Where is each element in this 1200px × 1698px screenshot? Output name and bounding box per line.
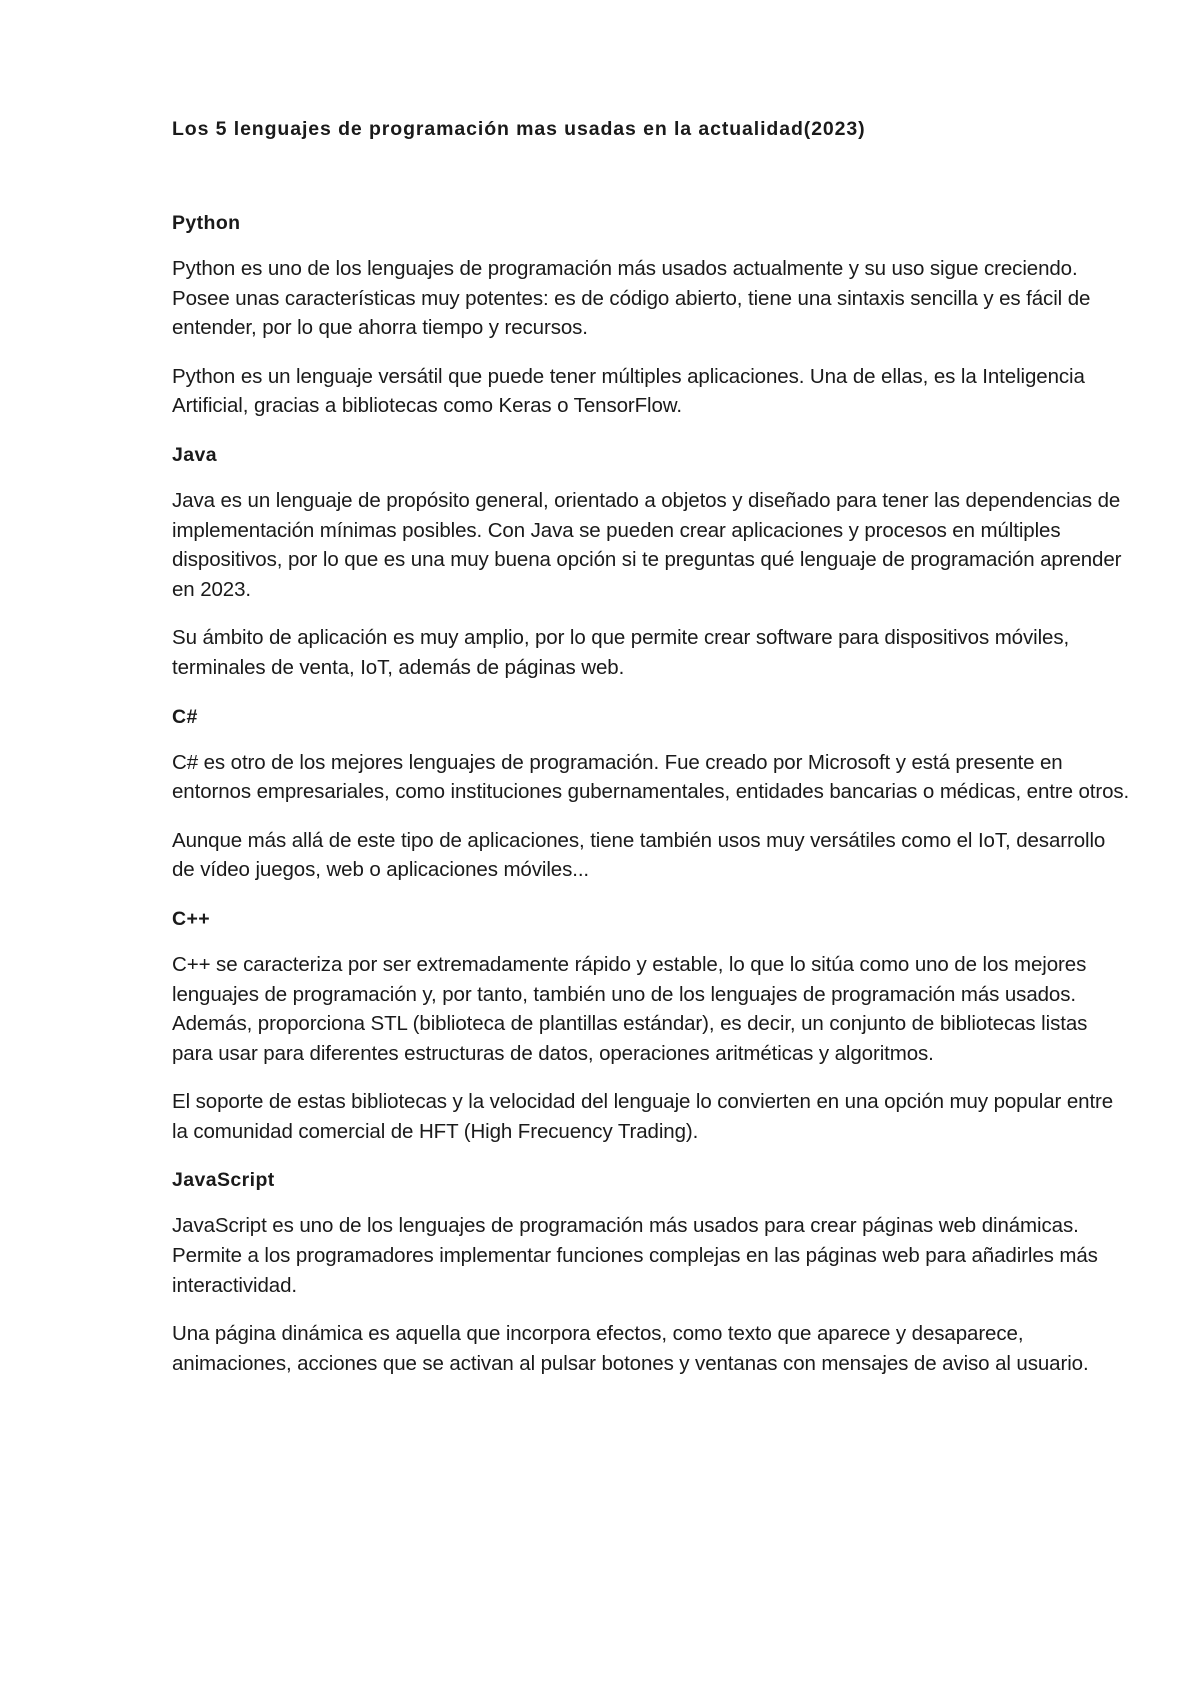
section-paragraph: C++ se caracteriza por ser extremadamente rápido y estable, lo que lo sitúa como uno de los mejores lenguajes de programación y, por tanto, también uno de los lenguajes de programación más usados. Además, proporciona STL (biblioteca de plantillas estándar), es decir, un conjunto de bibliotecas listas para usar para diferentes estructuras de datos, operaciones aritméticas y algoritmos. xyxy=(172,952,1088,1065)
section-paragraph: C# es otro de los mejores lenguajes de programación. Fue creado por Microsoft y está presente en entornos empresariales, como instituciones gubernamentales, entidades bancarias o médicas, entre otros. xyxy=(172,750,1130,804)
document-title: Los 5 lenguajes de programación mas usadas en la actualidad(2023) xyxy=(172,118,866,140)
title-spacer xyxy=(172,144,1132,208)
section-paragraph: El soporte de estas bibliotecas y la velocidad del lenguaje lo convierten en una opción muy popular entre la comunidad comercial de HFT (High Frecuency Trading). xyxy=(172,1090,1114,1143)
section-paragraph: Una página dinámica es aquella que incorpora efectos, como texto que aparece y desaparece, animaciones, acciones que se activan al pulsar botones y ventanas con mensajes de aviso al usuario. xyxy=(172,1322,1089,1375)
section-heading: C++ xyxy=(172,907,211,930)
section-heading: JavaScript xyxy=(172,1169,275,1192)
section-javascript xyxy=(172,1165,1132,1378)
section-python xyxy=(172,208,1132,421)
section-csharp xyxy=(172,702,1132,885)
section-heading: Java xyxy=(172,443,217,466)
section-paragraph: Su ámbito de aplicación es muy amplio, por lo que permite crear software para dispositivos móviles, terminales de venta, IoT, además de páginas web. xyxy=(172,626,1070,679)
document-body xyxy=(172,114,1132,1378)
section-paragraph: Aunque más allá de este tipo de aplicaciones, tiene también usos muy versátiles como el IoT, desarrollo de vídeo juegos, web o aplicaciones móviles... xyxy=(172,828,1106,882)
section-paragraph: Java es un lenguaje de propósito general, orientado a objetos y diseñado para tener las dependencias de implementación mínimas posibles. Con Java se pueden crear aplicaciones y procesos en múltiples dispositivos, por lo que es una muy buena opción si te preguntas qué lenguaje de programación aprender en 2023. xyxy=(172,488,1122,601)
section-paragraph: Python es uno de los lenguajes de programación más usados actualmente y su uso sigue creciendo. Posee unas características muy potentes: es de código abierto, tiene una sintaxis sencilla y es fácil de entender, por lo que ahorra tiempo y recursos. xyxy=(172,257,1091,340)
section-paragraph: JavaScript es uno de los lenguajes de programación más usados para crear páginas web dinámicas. Permite a los programadores implementar funciones complejas en las páginas web para añadirles más interactividad. xyxy=(172,1214,1098,1297)
section-heading: Python xyxy=(172,212,241,234)
section-java xyxy=(172,440,1132,683)
section-heading: C# xyxy=(172,705,198,728)
section-paragraph: Python es un lenguaje versátil que puede tener múltiples aplicaciones. Una de ellas, es la Inteligencia Artificial, gracias a bibliotecas como Keras o TensorFlow. xyxy=(172,364,1085,418)
section-cpp xyxy=(172,904,1132,1147)
